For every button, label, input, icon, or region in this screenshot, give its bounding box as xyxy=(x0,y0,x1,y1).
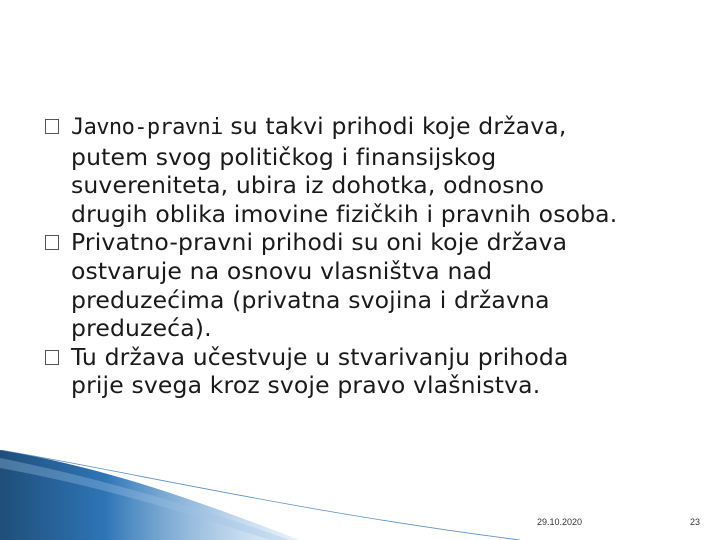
square-bullet-icon xyxy=(45,119,59,134)
decorative-wave-graphic xyxy=(0,450,520,540)
bullet-line: putem svog političkog i finansijskog xyxy=(71,142,497,171)
square-bullet-icon xyxy=(45,350,59,365)
bullet-line: suvereniteta, ubira iz dohotka, odnosno xyxy=(71,171,545,200)
slide-number: 23 xyxy=(690,517,701,527)
bullet-text: su takvi prihodi koje država, xyxy=(222,112,567,140)
bullet-line: preduzeća). xyxy=(71,314,212,343)
bullet-line: drugih oblika imovine fizičkih i pravnih osoba. xyxy=(71,199,618,228)
square-bullet-icon xyxy=(45,235,59,250)
bullet-term: Javno-pravni xyxy=(71,115,223,140)
footer-date: 29.10.2020 xyxy=(537,517,583,527)
bullet-term: Privatno-pravni xyxy=(71,228,254,257)
bullet-line: prije svega kroz svoje pravo vlašnistva. xyxy=(71,371,541,400)
bullet-list xyxy=(44,112,704,400)
bullet-item-javno-pravni xyxy=(44,112,704,228)
bullet-line: preduzećima (privatna svojina i državna xyxy=(71,285,550,314)
bullet-line xyxy=(71,228,704,257)
bullet-line xyxy=(71,112,704,143)
bullet-line: Tu država učestvuje u stvarivanju prihoda xyxy=(71,342,569,371)
bullet-item-tu-drzava xyxy=(44,343,704,400)
bullet-text: prihodi su oni koje država xyxy=(253,228,568,257)
bullet-line: ostvaruje na osnovu vlasništva nad xyxy=(71,256,493,285)
bullet-item-privatno-pravni xyxy=(44,228,704,342)
